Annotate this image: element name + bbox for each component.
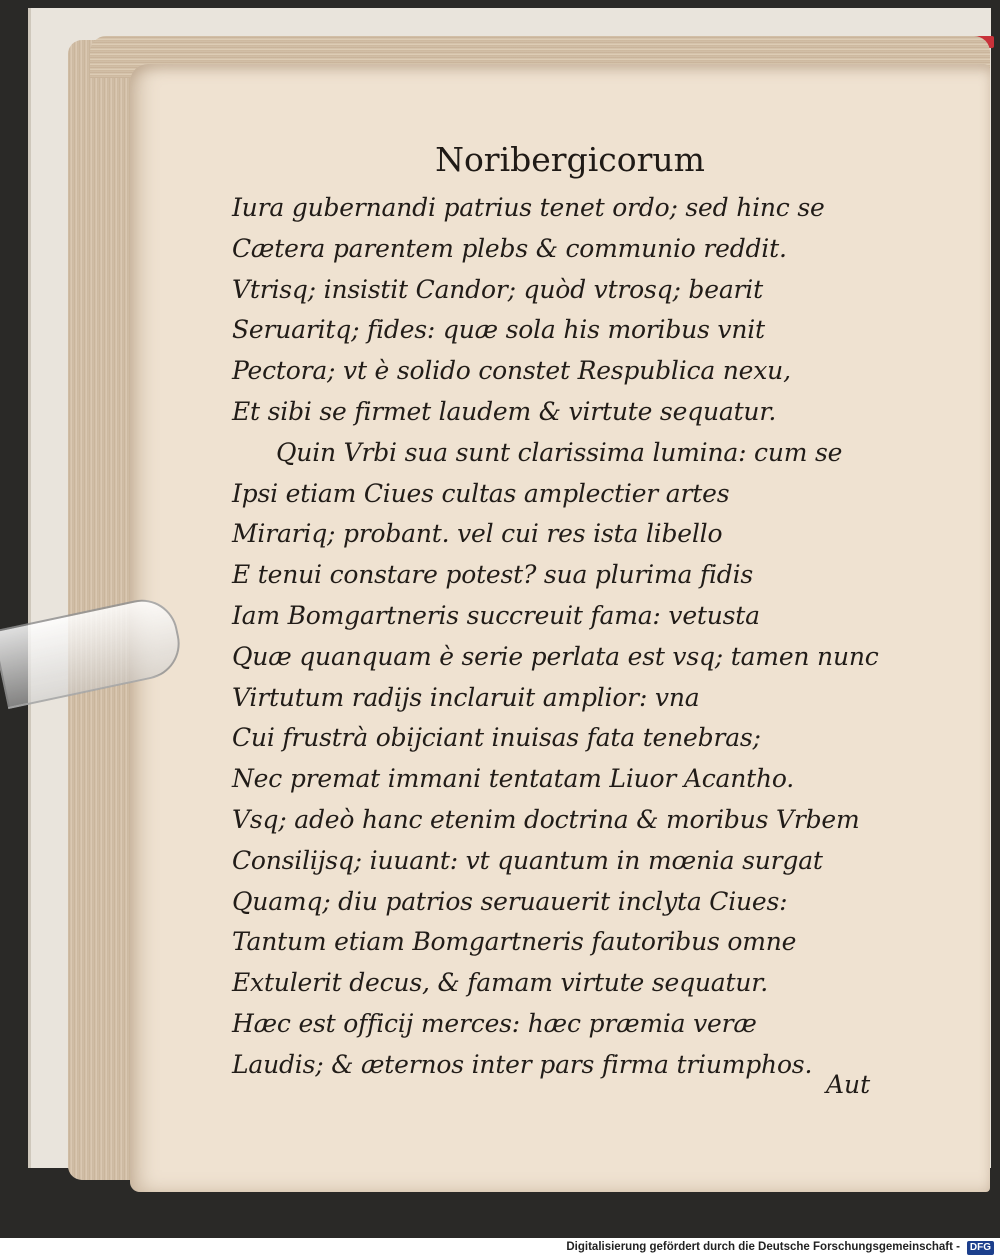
verse-line: Cætera parentem plebs & communio reddit.: [232, 233, 787, 263]
verse-line: Mirariq; probant. vel cui res ista libello: [232, 519, 723, 549]
verse-line: Vsq; adeò hanc etenim doctrina & moribus Vrbem: [232, 804, 860, 834]
verse-line: Vtrisq; insistit Candor; quòd vtrosq; bearit: [232, 274, 763, 304]
verse-line: Iura gubernandi patrius tenet ordo; sed hinc se: [232, 193, 825, 222]
funding-credit: Digitalisierung gefördert durch die Deutsche Forschungsgemeinschaft -: [566, 1241, 960, 1253]
verse-line: Pectora; vt è solido constet Respublica nexu,: [232, 356, 791, 386]
footer-bar: [0, 1238, 1000, 1258]
verse-line: Et sibi se firmet laudem & virtute sequatur.: [232, 396, 777, 426]
verse-line: Quamq; diu patrios seruauerit inclyta Ciues:: [232, 886, 788, 916]
catchword: Aut: [826, 1070, 871, 1099]
verse-line: Quæ quanquam è serie perlata est vsq; tamen nunc: [232, 641, 879, 671]
dfg-logo-icon: DFG: [967, 1241, 994, 1255]
verse-line: Extulerit decus, & famam virtute sequatur.: [232, 968, 769, 998]
back-page-bleed-text: [360, 6, 960, 30]
verse-line: Iam Bomgartneris succreuit fama: vetusta: [232, 600, 760, 630]
verse-block: [232, 188, 932, 1086]
verse-line: Laudis; & æternos inter pars firma triumphos.: [232, 1049, 813, 1079]
verse-line: Consilijsq; iuuant: vt quantum in mœnia surgat: [232, 845, 823, 875]
verse-line: Quin Vrbi sua sunt clarissima lumina: cum se: [276, 437, 843, 467]
verse-line: Seruaritq; fides: quæ sola his moribus vnit: [232, 315, 765, 345]
verse-line: Nec premat immani tentatam Liuor Acantho.: [232, 764, 795, 794]
running-head: Noribergicorum: [435, 140, 705, 179]
verse-line: Cui frustrà obijciant inuisas fata tenebras;: [232, 723, 761, 753]
verse-line: E tenui constare potest? sua plurima fidis: [232, 560, 753, 590]
verse-line: Tantum etiam Bomgartneris fautoribus omne: [232, 927, 797, 957]
verse-line: Hæc est officij merces: hæc præmia veræ: [232, 1008, 757, 1038]
verse-line: Virtutum radijs inclaruit amplior: vna: [232, 682, 700, 712]
verse-line: Ipsi etiam Ciues cultas amplectier artes: [232, 478, 730, 508]
